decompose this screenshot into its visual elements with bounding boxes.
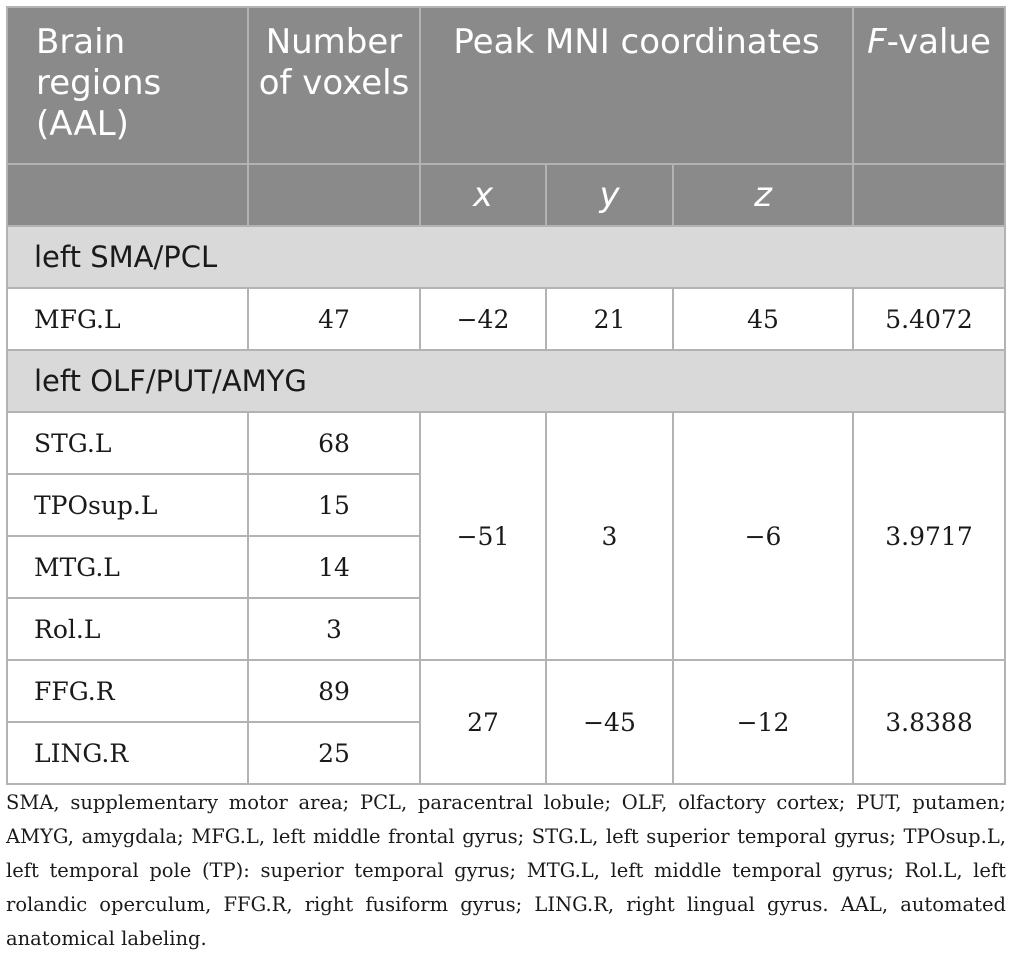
header-sub-y: y <box>546 164 673 226</box>
f-value: 3.9717 <box>853 412 1005 660</box>
region-name: MFG.L <box>7 288 248 350</box>
header-sub-empty-3 <box>853 164 1005 226</box>
header-peak-mni-coordinates: Peak MNI coordinates <box>420 7 853 164</box>
voxel-count: 3 <box>248 598 420 660</box>
header-sub-empty-1 <box>7 164 248 226</box>
coord-z: −12 <box>673 660 853 784</box>
table-footnote: SMA, supplementary motor area; PCL, paracentral lobule; OLF, olfactory cortex; PUT, putamen; AMYG, amygdala; MFG.L, left middle frontal gyrus; STG.L, left superior temporal gyrus; TPOsup.L, left temporal pole (TP): superior temporal gyrus; MTG.L, left middle temporal gyrus; Rol.L, left rolandic operculum, FFG.R, right fusiform gyrus; LING.R, right lingual gyrus. AAL, automated anatomical labeling. <box>6 791 1006 950</box>
voxel-count: 47 <box>248 288 420 350</box>
header-sub-empty-2 <box>248 164 420 226</box>
coord-y: −45 <box>546 660 673 784</box>
coord-z: 45 <box>673 288 853 350</box>
region-name: STG.L <box>7 412 248 474</box>
header-sub-x: x <box>420 164 546 226</box>
coord-x: 27 <box>420 660 546 784</box>
header-brain-regions: Brain regions (AAL) <box>7 7 248 164</box>
voxel-count: 89 <box>248 660 420 722</box>
header-f-value: F-value <box>853 7 1005 164</box>
voxel-count: 14 <box>248 536 420 598</box>
header-number-of-voxels: Number of voxels <box>248 7 420 164</box>
coord-x: −42 <box>420 288 546 350</box>
results-table <box>6 6 1006 785</box>
f-value: 5.4072 <box>853 288 1005 350</box>
voxel-count: 15 <box>248 474 420 536</box>
table-row <box>7 412 1005 474</box>
header-sub-z: z <box>673 164 853 226</box>
region-name: TPOsup.L <box>7 474 248 536</box>
coord-z: −6 <box>673 412 853 660</box>
coord-y: 3 <box>546 412 673 660</box>
region-name: MTG.L <box>7 536 248 598</box>
table-row <box>7 660 1005 722</box>
coord-y: 21 <box>546 288 673 350</box>
region-name: LING.R <box>7 722 248 784</box>
region-name: FFG.R <box>7 660 248 722</box>
section-title: left SMA/PCL <box>7 226 1005 288</box>
voxel-count: 68 <box>248 412 420 474</box>
f-value: 3.8388 <box>853 660 1005 784</box>
region-name: Rol.L <box>7 598 248 660</box>
voxel-count: 25 <box>248 722 420 784</box>
table-row <box>7 288 1005 350</box>
coord-x: −51 <box>420 412 546 660</box>
section-title: left OLF/PUT/AMYG <box>7 350 1005 412</box>
